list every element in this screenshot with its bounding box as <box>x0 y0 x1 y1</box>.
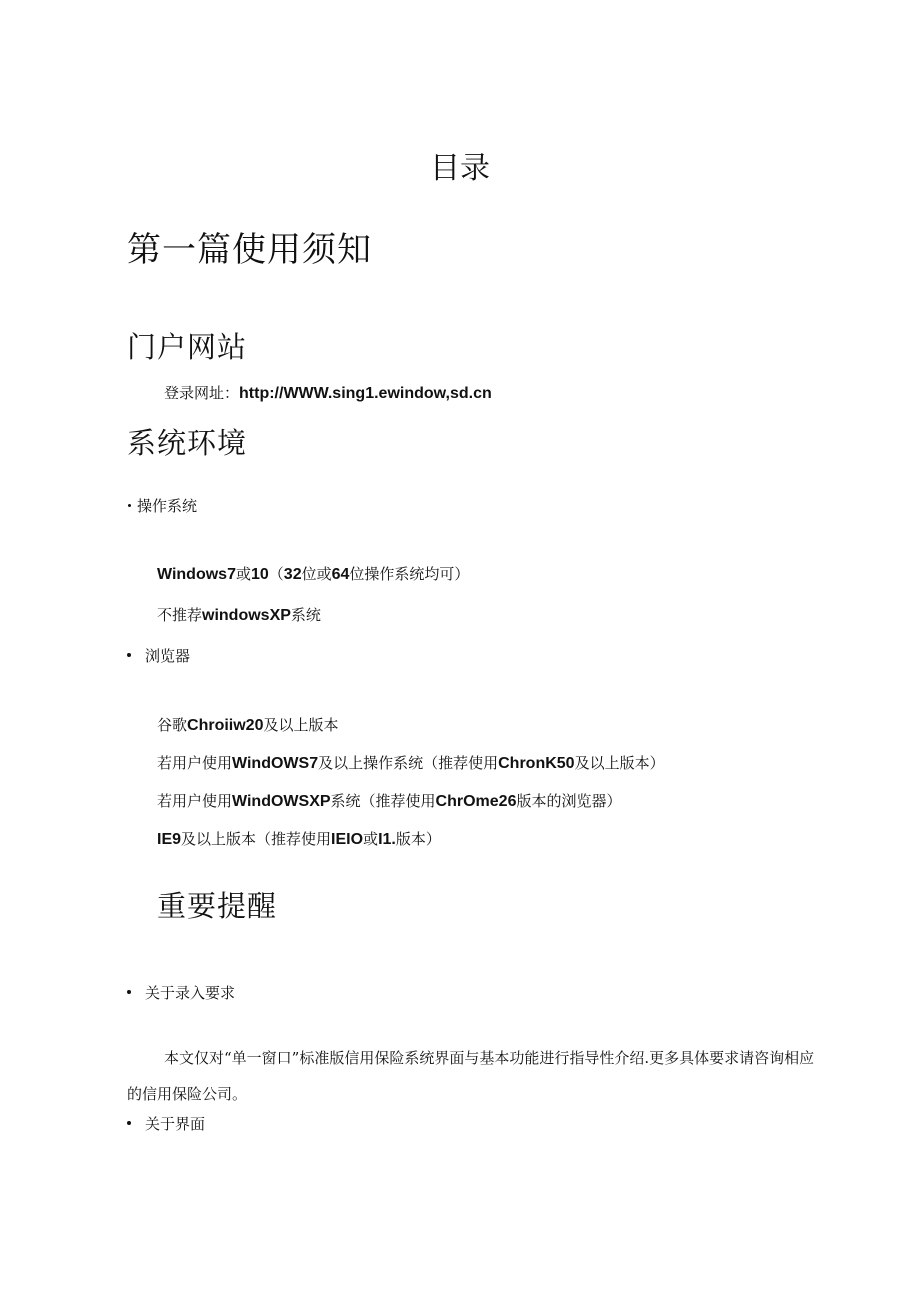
section-heading-portal: 门户网站 <box>127 330 248 364</box>
os-text: 或 <box>235 565 251 583</box>
browser-label: 浏览器 <box>145 647 191 665</box>
os-text: 位操作系统均可） <box>349 565 470 583</box>
os-name: WindOWSXP <box>232 793 331 810</box>
browser-text: 谷歌 <box>157 716 188 734</box>
os-text: 位或 <box>301 565 332 583</box>
browser-bullet <box>127 645 190 666</box>
bullet-icon <box>128 504 131 507</box>
input-bullet <box>127 982 235 1003</box>
login-url: http://WWW.sing1.ewindow,sd.cn <box>239 385 492 402</box>
browser-line-4 <box>157 828 441 849</box>
browser-name: I1. <box>378 831 396 848</box>
browser-line-3 <box>157 790 621 811</box>
browser-text: 版本的浏览器） <box>516 792 622 810</box>
bullet-icon <box>127 653 131 657</box>
os-text: 不推荐 <box>157 606 203 624</box>
browser-text: 版本） <box>395 830 441 848</box>
browser-text: 及以上版本 <box>263 716 339 734</box>
reminder-paragraph: 本文仅对“单一窗口”标准版信用保险系统界面与基本功能进行指导性介绍.更多具体要求请咨询相应的信用保险公司。 <box>127 1049 815 1103</box>
section-heading-env: 系统环境 <box>127 426 248 460</box>
browser-name: ChronK50 <box>498 755 575 772</box>
browser-name: IE9 <box>157 831 182 848</box>
browser-text: 及以上版本（推荐使用 <box>181 830 332 848</box>
login-url-line <box>164 382 492 403</box>
part-title: 第一篇使用须知 <box>127 230 372 270</box>
section-heading-reminder: 重要提醒 <box>157 889 278 923</box>
browser-text: 若用户使用 <box>157 754 233 772</box>
os-bits: 32 <box>283 566 302 583</box>
os-name: WindOWS7 <box>232 755 319 772</box>
browser-text: 若用户使用 <box>157 792 233 810</box>
bullet-icon <box>127 990 131 994</box>
os-name: windowsXP <box>202 607 291 624</box>
os-version: 10 <box>250 566 269 583</box>
os-bits: 64 <box>331 566 350 583</box>
os-text: （ <box>268 565 284 583</box>
ui-label: 关于界面 <box>145 1115 206 1133</box>
os-bullet <box>128 495 197 516</box>
os-name: Windows7 <box>157 566 236 583</box>
browser-name: ChrOme26 <box>435 793 517 810</box>
os-label: 操作系统 <box>137 497 198 515</box>
browser-name: Chroiiw20 <box>187 717 264 734</box>
ui-bullet <box>127 1113 205 1134</box>
input-label: 关于录入要求 <box>145 984 236 1002</box>
browser-text: 及以上版本） <box>574 754 665 772</box>
browser-text: 系统（推荐使用 <box>330 792 436 810</box>
browser-line-2 <box>157 752 665 773</box>
os-line-2 <box>157 604 321 625</box>
bullet-icon <box>127 1121 131 1125</box>
os-text: 系统 <box>290 606 321 624</box>
browser-text: 及以上操作系统（推荐使用 <box>318 754 499 772</box>
browser-line-1 <box>157 714 339 735</box>
browser-text: 或 <box>363 830 379 848</box>
toc-title: 目录 <box>430 151 490 186</box>
login-url-label: 登录网址： <box>164 384 240 402</box>
os-line-1 <box>157 563 469 584</box>
browser-name: IEIO <box>331 831 364 848</box>
